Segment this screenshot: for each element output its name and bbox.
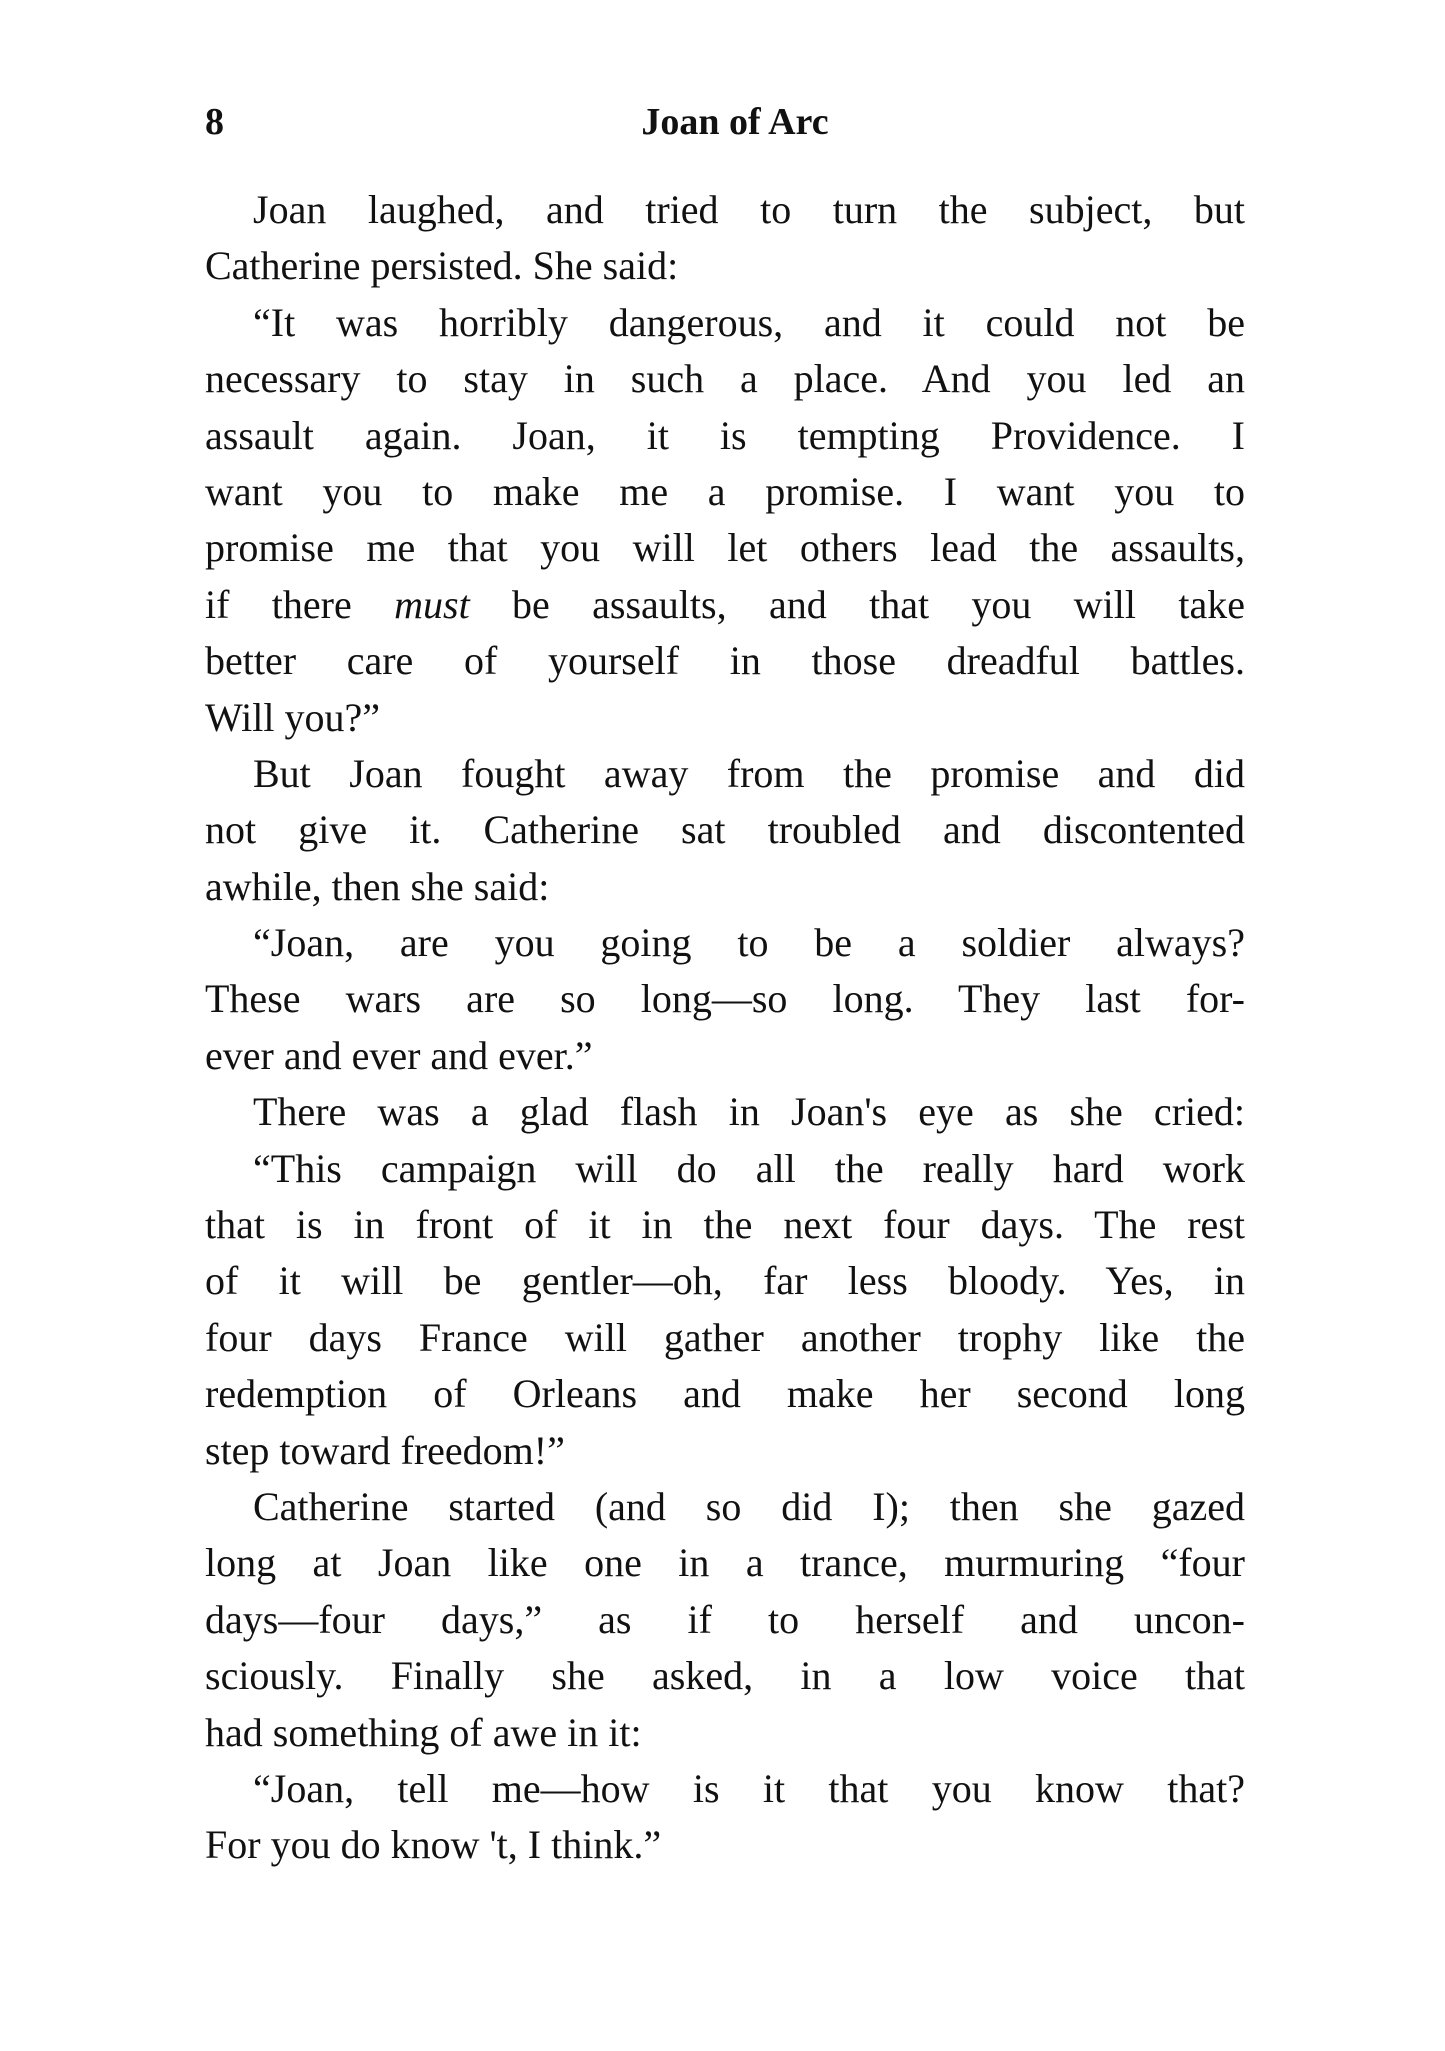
- text-line: necessary to stay in such a place. And you led an: [205, 356, 1245, 402]
- text-line: better care of yourself in those dreadful battles.: [205, 638, 1245, 684]
- text-line: These wars are so long—so long. They last for-: [205, 976, 1245, 1022]
- text-line: redemption of Orleans and make her second long: [205, 1371, 1245, 1417]
- text-line: Catherine started (and so did I); then she gazed: [253, 1483, 1245, 1529]
- emphasis-word: must: [394, 581, 470, 627]
- text-line: Will you?”: [205, 694, 380, 740]
- text-line: “This campaign will do all the really hard work: [253, 1145, 1245, 1191]
- text-line: But Joan fought away from the promise and did: [253, 750, 1245, 796]
- text-line: want you to make me a promise. I want you to: [205, 468, 1245, 514]
- text-line-segment: be assaults, and that you will take: [469, 581, 1245, 627]
- text-line: sciously. Finally she asked, in a low voice that: [205, 1653, 1245, 1699]
- text-line: ever and ever and ever.”: [205, 1032, 593, 1078]
- text-line: [205, 577, 1245, 633]
- text-line: had something of awe in it:: [205, 1709, 642, 1755]
- text-line-segment: if there: [205, 581, 395, 627]
- running-head: [205, 92, 1245, 152]
- running-title: Joan of Arc: [641, 101, 829, 143]
- text-line: “Joan, tell me—how is it that you know that?: [253, 1765, 1245, 1811]
- text-line: awhile, then she said:: [205, 863, 550, 909]
- text-line: not give it. Catherine sat troubled and discontented: [205, 807, 1245, 853]
- text-line: four days France will gather another trophy like the: [205, 1314, 1245, 1360]
- text-line: promise me that you will let others lead the assaults,: [205, 525, 1245, 571]
- text-line: For you do know 't, I think.”: [205, 1822, 662, 1868]
- text-line: long at Joan like one in a trance, murmuring “four: [205, 1540, 1245, 1586]
- body-text: [205, 182, 1245, 1874]
- text-line: assault again. Joan, it is tempting Providence. I: [205, 412, 1245, 458]
- text-line: “It was horribly dangerous, and it could not be: [253, 299, 1245, 345]
- text-line: Catherine persisted. She said:: [205, 243, 679, 289]
- page-number: 8: [205, 101, 224, 143]
- text-line: days—four days,” as if to herself and uncon-: [205, 1596, 1245, 1642]
- text-line: step toward freedom!”: [205, 1427, 565, 1473]
- text-line: of it will be gentler—oh, far less bloody. Yes, in: [205, 1258, 1245, 1304]
- text-line: There was a glad flash in Joan's eye as she cried:: [253, 1089, 1245, 1135]
- text-line: “Joan, are you going to be a soldier always?: [253, 920, 1245, 966]
- text-line: that is in front of it in the next four days. The rest: [205, 1202, 1245, 1248]
- text-line: Joan laughed, and tried to turn the subject, but: [253, 187, 1245, 232]
